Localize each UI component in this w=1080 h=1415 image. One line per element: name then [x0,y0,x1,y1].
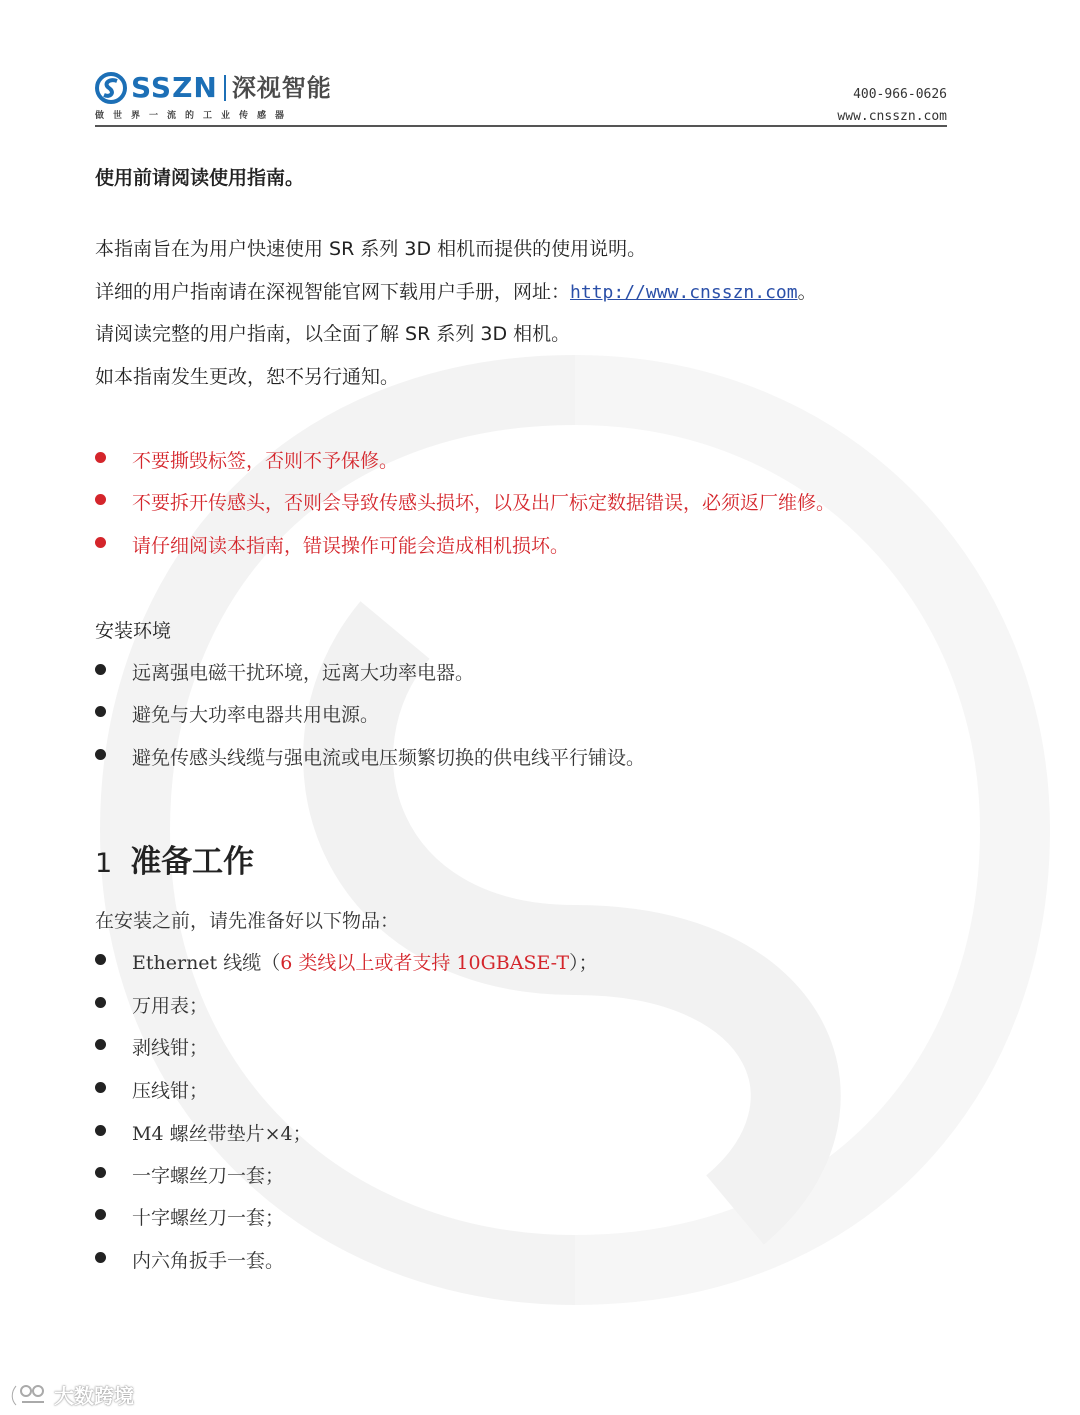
company-logo [95,72,332,104]
watermark-text: 大数跨境 [54,1384,134,1408]
list-item: 剥线钳； [132,1037,209,1059]
list-item: 万用表； [132,995,209,1017]
website-url[interactable]: www.cnsszn.com [837,109,947,124]
warning-item: 请仔细阅读本指南，错误操作可能会造成相机损坏。 [132,535,570,557]
intro-line-1: 本指南旨在为用户快速使用 SR 系列 3D 相机而提供的使用说明。 [95,238,647,260]
list-bullet-icon [95,664,106,675]
section-title-text: 准备工作 [130,844,255,880]
list-bullet-icon [95,997,106,1008]
intro-line-2-end: 。 [797,281,817,303]
list-bullet-icon [95,1125,106,1136]
list-bullet-icon [95,1039,106,1050]
website-link[interactable]: http://www.cnsszn.com [570,282,798,303]
list-bullet-icon [95,706,106,717]
intro-line-2-text: 详细的用户指南请在深视智能官网下载用户手册，网址： [95,281,571,303]
source-watermark [10,1380,134,1409]
intro-line-2 [95,277,817,304]
brand-divider [224,75,226,101]
list-item [132,948,598,975]
intro-line-4: 如本指南发生更改，恕不另行通知。 [95,366,400,388]
item-highlight: 6 类线以上或者支持 10GBASE-T [280,952,570,974]
contact-info [837,84,947,128]
brand-name-en: SSZN [131,71,218,104]
list-item: 压线钳； [132,1080,209,1102]
page-header [95,68,947,126]
phone-number: 400-966-0626 [853,87,947,102]
list-bullet-icon [95,1082,106,1093]
warning-item: 不要拆开传感头，否则会导致传感头损坏，以及出厂标定数据错误，必须返厂维修。 [132,492,836,514]
item-text-end: ）； [569,952,598,974]
section-intro: 在安装之前，请先准备好以下物品： [95,910,400,932]
list-item: 避免与大功率电器共用电源。 [132,704,380,726]
intro-line-3: 请阅读完整的用户指南，以全面了解 SR 系列 3D 相机。 [95,323,571,345]
list-bullet-icon [95,749,106,760]
sszn-logo-icon [95,72,127,104]
list-bullet-icon [95,1209,106,1220]
brand-slogan: 做世界一流的工业传感器 [95,111,294,121]
warning-bullet-icon [95,452,106,463]
item-text: Ethernet 线缆（ [132,952,281,974]
list-bullet-icon [95,1252,106,1263]
list-item: 远离强电磁干扰环境，远离大功率电器。 [132,662,475,684]
intro-heading: 使用前请阅读使用指南。 [95,167,305,189]
warning-item: 不要撕毁标签，否则不予保修。 [132,450,399,472]
header-divider [95,125,947,127]
list-item: 内六角扳手一套。 [132,1250,285,1272]
watermark-logo-icon [10,1382,50,1408]
list-item: 一字螺丝刀一套； [132,1165,285,1187]
list-item: 十字螺丝刀一套； [132,1207,285,1229]
warning-bullet-icon [95,494,106,505]
warning-bullet-icon [95,537,106,548]
list-item: M4 螺丝带垫片×4； [132,1123,312,1145]
list-bullet-icon [95,954,106,965]
section-number: 1 [95,848,113,879]
brand-name-cn: 深视智能 [231,74,332,102]
list-bullet-icon [95,1167,106,1178]
section-title [95,836,254,881]
environment-heading: 安装环境 [95,620,172,642]
list-item: 避免传感头线缆与强电流或电压频繁切换的供电线平行铺设。 [132,747,646,769]
